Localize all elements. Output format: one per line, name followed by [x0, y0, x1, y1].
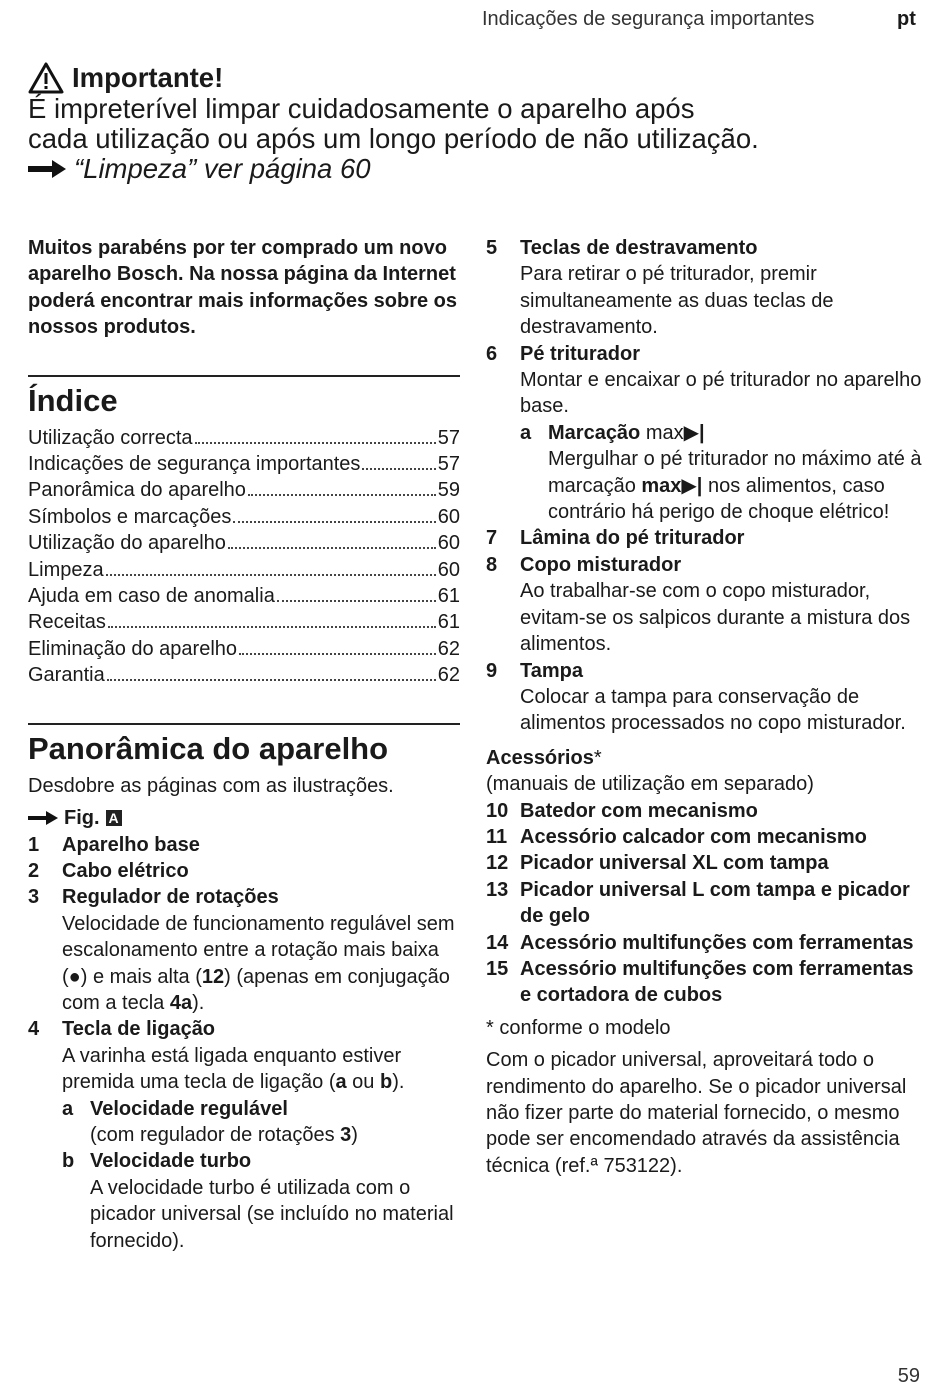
toc-page: 57 — [437, 426, 460, 449]
warning-block — [28, 62, 908, 184]
item-number: 8 — [486, 553, 498, 576]
arrow-right-icon — [28, 160, 66, 178]
item-number: 12 — [486, 852, 509, 875]
warning-line-1: É impreterível limpar cuidadosamente o aparelho após — [28, 93, 695, 124]
toc-entry — [28, 636, 460, 662]
item-description: Colocar a tampa para conservação de alimentos processados no copo misturador. — [520, 685, 906, 735]
item-number: 9 — [486, 659, 498, 682]
figure-label: Fig. — [64, 807, 100, 830]
item-number: 4 — [28, 1018, 40, 1041]
toc-label: Limpeza — [28, 558, 104, 581]
warning-reference — [28, 154, 908, 184]
list-item — [486, 525, 926, 551]
item-label: Tecla de ligação — [62, 1018, 216, 1041]
footnote: * conforme o modelo — [486, 1016, 671, 1039]
toc-leader — [228, 547, 436, 549]
toc-leader — [108, 626, 436, 628]
language-tag: pt — [897, 8, 916, 30]
item-number: 15 — [486, 957, 509, 980]
sub-item-description: Mergulhar o pé triturador no máximo até à marcação max▶| nos alimentos, caso contrário há perigo de choque elétrico! — [548, 448, 922, 524]
warning-title: Importante! — [72, 62, 224, 93]
toc-label: Ajuda em caso de anomalia — [28, 585, 275, 608]
sub-item-label: Velocidade regulável — [90, 1097, 288, 1120]
item-number: 2 — [28, 859, 40, 882]
toc-entry — [28, 662, 460, 688]
toc-page: 60 — [437, 558, 460, 581]
warning-reference-text: “Limpeza” ver página 60 — [74, 153, 371, 184]
item-label: Regulador de rotações — [62, 886, 279, 909]
item-description: Montar e encaixar o pé triturador no aparelho base. — [520, 369, 922, 418]
sub-item-letter: b — [62, 1150, 75, 1173]
toc-page: 60 — [437, 532, 460, 555]
item-label: Tampa — [520, 659, 583, 682]
item-label: Lâmina do pé triturador — [520, 527, 745, 550]
toc-entry — [28, 425, 460, 451]
toc-page: 60 — [437, 505, 460, 528]
item-number: 5 — [486, 237, 498, 259]
item-number: 11 — [486, 825, 508, 848]
accessories-note: (manuais de utilização em separado) — [486, 773, 814, 796]
item-number: 7 — [486, 527, 498, 550]
item-label: Copo misturador — [520, 553, 682, 576]
toc-leader — [239, 653, 436, 655]
left-column — [28, 235, 460, 1254]
accessory-item — [486, 956, 926, 1009]
toc-leader — [195, 442, 436, 444]
toc-leader — [248, 494, 436, 496]
warning-title-row — [28, 62, 908, 94]
warning-triangle-icon — [28, 62, 64, 94]
toc-leader — [233, 521, 435, 523]
toc-entry — [28, 557, 460, 583]
toc-entry — [28, 583, 460, 609]
sub-item — [62, 1148, 460, 1254]
accessories-heading: Acessórios* — [486, 746, 602, 769]
sub-item-description: A velocidade turbo é utilizada com o picador universal (se incluído no material fornecido). — [90, 1176, 454, 1252]
item-description: A varinha está ligada enquanto estiver premida uma tecla de ligação (a ou b). — [62, 1044, 405, 1094]
toc-page: 59 — [437, 479, 460, 502]
toc-label: Garantia — [28, 664, 105, 687]
toc-leader — [107, 679, 436, 681]
item-label: Pé triturador — [520, 342, 641, 365]
accessory-item — [486, 824, 926, 850]
page-number: 59 — [897, 1365, 920, 1387]
item-label: Acessório multifunções com ferramentas — [520, 931, 914, 954]
toc-page: 61 — [437, 585, 460, 608]
item-label: Picador universal L com tampa e picador de gelo — [520, 878, 910, 928]
list-item — [28, 832, 460, 858]
item-number: 1 — [28, 833, 40, 856]
toc-page: 61 — [437, 611, 460, 634]
item-number: 13 — [486, 878, 509, 901]
overview-title: Panorâmica do aparelho — [28, 730, 389, 766]
list-item — [486, 341, 926, 526]
list-item — [28, 884, 460, 1016]
divider — [28, 375, 460, 377]
accessories-list — [486, 798, 926, 1009]
accessory-item — [486, 877, 926, 930]
toc-page: 62 — [437, 664, 460, 687]
toc-entry — [28, 609, 460, 635]
arrow-right-icon — [28, 811, 58, 825]
item-description: Para retirar o pé triturador, premir simultaneamente as duas teclas de destravamento. — [520, 263, 834, 339]
item-number: 10 — [486, 799, 509, 822]
figure-letter-badge: A — [106, 810, 122, 826]
divider — [28, 723, 460, 725]
list-item — [486, 658, 926, 737]
item-number: 3 — [28, 886, 40, 909]
toc-entry — [28, 504, 460, 530]
item-description: Velocidade de funcionamento regulável sem escalonamento entre a rotação mais baixa (●) e mais alta (12) (apenas em conjugação com a tecla 4a). — [62, 912, 455, 1014]
item-label: Batedor com mecanismo — [520, 799, 758, 822]
toc-leader — [106, 574, 436, 576]
toc-label: Receitas — [28, 611, 106, 634]
index-title: Índice — [28, 382, 118, 418]
item-label: Aparelho base — [62, 833, 200, 856]
max-marker-icon: ▶| — [681, 474, 703, 497]
toc-leader — [277, 600, 436, 602]
item-label: Acessório multifunções com ferramentas e cortadora de cubos — [520, 957, 914, 1007]
accessory-item — [486, 850, 926, 876]
toc-label: Indicações de segurança importantes — [28, 453, 361, 476]
warning-line-2: cada utilização ou após um longo período de não utilização. — [28, 123, 759, 154]
right-column — [486, 235, 926, 1179]
toc-label: Panorâmica do aparelho — [28, 479, 246, 502]
list-item — [28, 1016, 460, 1254]
item-label: Acessório calcador com mecanismo — [520, 825, 867, 848]
toc-entry — [28, 530, 460, 556]
figure-reference — [28, 805, 460, 831]
sub-item — [62, 1096, 460, 1149]
sub-item-description: (com regulador de rotações 3) — [90, 1123, 358, 1146]
accessory-item — [486, 930, 926, 956]
item-number: 14 — [486, 931, 509, 954]
sub-item-letter: a — [520, 421, 532, 444]
toc-label: Eliminação do aparelho — [28, 637, 238, 660]
list-item — [486, 235, 926, 341]
toc-page: 57 — [437, 453, 460, 476]
item-label: Picador universal XL com tampa — [520, 852, 829, 875]
sub-item — [520, 420, 926, 526]
item-description: Ao trabalhar-se com o copo misturador, evitam-se os salpicos durante a mistura dos alimentos. — [520, 580, 911, 656]
table-of-contents — [28, 425, 460, 689]
item-label: Teclas de destravamento — [520, 237, 758, 259]
sub-item-label: Marcação max▶| — [548, 421, 705, 444]
toc-label: Utilização do aparelho — [28, 532, 226, 555]
list-item — [486, 552, 926, 658]
closing-paragraph: Com o picador universal, aproveitará todo o rendimento do aparelho. Se o picador universal não fizer parte do material fornecido, o mesmo pode ser encomendado através da assistência técnica (ref.ª 753122). — [486, 1049, 907, 1177]
sub-item-letter: a — [62, 1097, 74, 1120]
item-number: 6 — [486, 342, 498, 365]
toc-entry — [28, 451, 460, 477]
toc-label: Símbolos e marcações — [28, 505, 232, 528]
toc-leader — [362, 468, 435, 470]
intro-paragraph: Muitos parabéns por ter comprado um novo aparelho Bosch. Na nossa página da Internet poderá encontrar mais informações sobre os nossos produtos. — [28, 237, 458, 339]
max-marker-icon: ▶| — [683, 421, 705, 444]
toc-label: Utilização correcta — [28, 426, 193, 449]
sub-item-label: Velocidade turbo — [90, 1150, 252, 1173]
list-item — [28, 858, 460, 884]
overview-subtitle: Desdobre as páginas com as ilustrações. — [28, 774, 394, 797]
toc-entry — [28, 477, 460, 503]
accessory-item — [486, 798, 926, 824]
toc-page: 62 — [437, 637, 460, 660]
running-header: Indicações de segurança importantes — [482, 8, 815, 30]
item-label: Cabo elétrico — [62, 859, 189, 882]
